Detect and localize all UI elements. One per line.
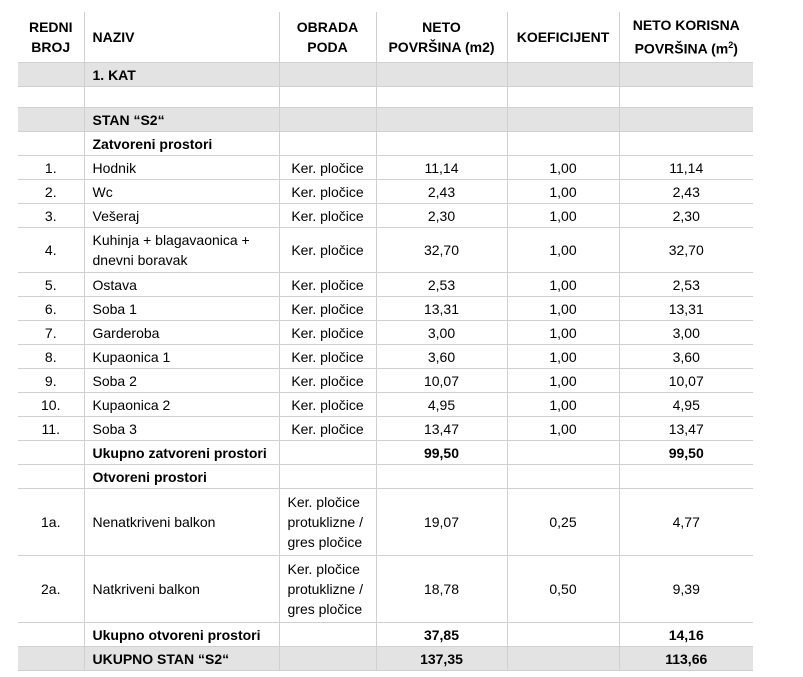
coefficient: 1,00 (507, 417, 619, 441)
closed-total-usable: 99,50 (619, 441, 753, 465)
row-number: 3. (18, 204, 84, 228)
section-row-closed (18, 132, 753, 156)
unit-label: STAN “S2“ (84, 108, 279, 132)
floor-finish: Ker. pločice (279, 228, 376, 273)
net-area: 32,70 (376, 228, 507, 273)
coefficient: 1,00 (507, 228, 619, 273)
area-table (18, 12, 753, 671)
header-naziv: NAZIV (84, 12, 279, 63)
open-total-usable: 14,16 (619, 623, 753, 647)
coefficient: 1,00 (507, 297, 619, 321)
floor-finish: Ker. pločice (279, 204, 376, 228)
room-name: Vešeraj (84, 204, 279, 228)
room-name: Soba 2 (84, 369, 279, 393)
table-row (18, 345, 753, 369)
net-area: 18,78 (376, 556, 507, 623)
row-number: 4. (18, 228, 84, 273)
grand-total-row (18, 647, 753, 671)
header-row (18, 12, 753, 63)
header-neto-korisna: NETO KORISNA POVRŠINA $(m^2)$ (619, 12, 753, 63)
net-area: 19,07 (376, 489, 507, 556)
row-number: 2a. (18, 556, 84, 623)
open-total-row (18, 623, 753, 647)
coefficient: 1,00 (507, 204, 619, 228)
room-name: Natkriveni balkon (84, 556, 279, 623)
floor-finish: Ker. pločice (279, 180, 376, 204)
floor-finish: Ker. pločice (279, 345, 376, 369)
floor-finish: Ker. pločice (279, 321, 376, 345)
row-number: 7. (18, 321, 84, 345)
open-total-label: Ukupno otvoreni prostori (84, 623, 279, 647)
net-area: 2,43 (376, 180, 507, 204)
usable-area: 2,43 (619, 180, 753, 204)
header-neto-povrsina: NETO POVRŠINA (m2) (376, 12, 507, 63)
room-name: Ostava (84, 273, 279, 297)
header-redni-broj: REDNI BROJ (18, 12, 84, 63)
coefficient: 1,00 (507, 156, 619, 180)
closed-total-row (18, 441, 753, 465)
unit-row (18, 108, 753, 132)
usable-area: 2,53 (619, 273, 753, 297)
net-area: 13,31 (376, 297, 507, 321)
row-number: 2. (18, 180, 84, 204)
floor-finish: Ker. pločice (279, 393, 376, 417)
row-number: 11. (18, 417, 84, 441)
row-number: 1a. (18, 489, 84, 556)
coefficient: 1,00 (507, 180, 619, 204)
table-row (18, 273, 753, 297)
usable-area: 13,31 (619, 297, 753, 321)
table-row (18, 556, 753, 623)
coefficient: 1,00 (507, 345, 619, 369)
room-name: Wc (84, 180, 279, 204)
net-area: 3,60 (376, 345, 507, 369)
net-area: 2,30 (376, 204, 507, 228)
floor-finish: Ker. pločice (279, 273, 376, 297)
usable-area: 4,77 (619, 489, 753, 556)
usable-area: 3,60 (619, 345, 753, 369)
table-row (18, 489, 753, 556)
grand-total-usable: 113,66 (619, 647, 753, 671)
coefficient: 1,00 (507, 393, 619, 417)
floor-row (18, 63, 753, 87)
net-area: 10,07 (376, 369, 507, 393)
table-row (18, 369, 753, 393)
floor-finish: Ker. pločice (279, 369, 376, 393)
room-name: Soba 3 (84, 417, 279, 441)
row-number: 6. (18, 297, 84, 321)
table-row (18, 297, 753, 321)
coefficient: 1,00 (507, 321, 619, 345)
row-number: 5. (18, 273, 84, 297)
header-obrada-poda: OBRADA PODA (279, 12, 376, 63)
floor-label: 1. KAT (84, 63, 279, 87)
usable-area: 10,07 (619, 369, 753, 393)
room-name: Nenatkriveni balkon (84, 489, 279, 556)
floor-finish: Ker. pločice (279, 156, 376, 180)
section-row-open (18, 465, 753, 489)
usable-area: 3,00 (619, 321, 753, 345)
room-name: Garderoba (84, 321, 279, 345)
closed-total-net: 99,50 (376, 441, 507, 465)
net-area: 3,00 (376, 321, 507, 345)
net-area: 13,47 (376, 417, 507, 441)
section-title-open: Otvoreni prostori (84, 465, 279, 489)
usable-area: 2,30 (619, 204, 753, 228)
grand-total-label: UKUPNO STAN “S2“ (84, 647, 279, 671)
table-row (18, 204, 753, 228)
header-koeficijent: KOEFICIJENT (507, 12, 619, 63)
floor-finish: Ker. pločice protuklizne / gres pločice (279, 556, 376, 623)
usable-area: 32,70 (619, 228, 753, 273)
grand-total-net: 137,35 (376, 647, 507, 671)
usable-area: 9,39 (619, 556, 753, 623)
coefficient: 1,00 (507, 273, 619, 297)
spacer-row (18, 87, 753, 108)
usable-area: 11,14 (619, 156, 753, 180)
table-row (18, 180, 753, 204)
floor-finish: Ker. pločice (279, 297, 376, 321)
table-row (18, 393, 753, 417)
room-name: Soba 1 (84, 297, 279, 321)
coefficient: 0,50 (507, 556, 619, 623)
row-number: 1. (18, 156, 84, 180)
row-number: 10. (18, 393, 84, 417)
coefficient: 0,25 (507, 489, 619, 556)
room-name: Kupaonica 2 (84, 393, 279, 417)
floor-finish: Ker. pločice (279, 417, 376, 441)
table-row (18, 156, 753, 180)
usable-area: 13,47 (619, 417, 753, 441)
coefficient: 1,00 (507, 369, 619, 393)
room-name: Hodnik (84, 156, 279, 180)
row-number: 8. (18, 345, 84, 369)
room-name: Kuhinja + blagavaonica + dnevni boravak (84, 228, 279, 273)
room-name: Kupaonica 1 (84, 345, 279, 369)
net-area: 11,14 (376, 156, 507, 180)
row-number: 9. (18, 369, 84, 393)
open-total-net: 37,85 (376, 623, 507, 647)
table-row (18, 417, 753, 441)
section-title-closed: Zatvoreni prostori (84, 132, 279, 156)
table-row (18, 321, 753, 345)
net-area: 2,53 (376, 273, 507, 297)
usable-area: 4,95 (619, 393, 753, 417)
closed-total-label: Ukupno zatvoreni prostori (84, 441, 279, 465)
table-row (18, 228, 753, 273)
net-area: 4,95 (376, 393, 507, 417)
floor-finish: Ker. pločice protuklizne / gres pločice (279, 489, 376, 556)
